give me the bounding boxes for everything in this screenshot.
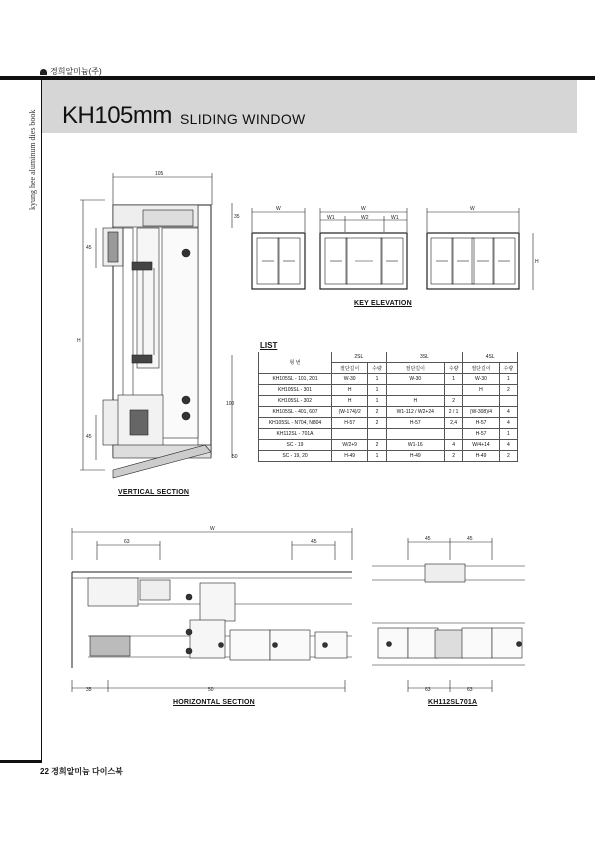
cell: 1: [368, 451, 386, 462]
col-len: 절단길이: [463, 363, 499, 374]
cell: SC - 19, 20: [259, 451, 332, 462]
kh-dim-63b: 63: [467, 687, 473, 693]
book-title: 경희알미늄 다이스북: [51, 767, 123, 776]
cell: 1: [444, 374, 462, 385]
cell: 1: [499, 429, 517, 440]
cell: (W-174)/2: [332, 407, 368, 418]
cell: H-57: [332, 418, 368, 429]
page-number: 22: [40, 767, 49, 776]
hs-dim-45: 45: [311, 539, 317, 545]
cell: 2 / 1: [444, 407, 462, 418]
footer: [40, 766, 123, 777]
cell: W1-112 / W2+24: [386, 407, 444, 418]
cell: H: [463, 385, 499, 396]
cell: 1: [368, 374, 386, 385]
hs-dim-35: 35: [86, 687, 92, 693]
cell: KH105SL - 401, 607: [259, 407, 332, 418]
cell: 2: [368, 440, 386, 451]
cell: 4: [499, 407, 517, 418]
cell: H: [332, 396, 368, 407]
vs-dim-50: 50: [232, 454, 238, 460]
cell: 2: [368, 418, 386, 429]
col-type: 형 번: [259, 352, 332, 374]
key-elevation-caption: KEY ELEVATION: [354, 300, 412, 307]
ke-dim-w2: W2: [361, 215, 369, 221]
cell: W/2+9: [332, 440, 368, 451]
cell: H-49: [332, 451, 368, 462]
ke-dim-w1b: W1: [391, 215, 399, 221]
cell: 2: [368, 407, 386, 418]
hs-dim-w: W: [210, 526, 215, 532]
cell: W/4+14: [463, 440, 499, 451]
kh-dim-45b: 45: [467, 536, 473, 542]
cell: KH105SL - 101, 201: [259, 374, 332, 385]
footer-rule: [0, 760, 42, 763]
side-text: kyung hee aluminum dies book: [28, 109, 37, 210]
group-3sl: 3SL: [386, 352, 463, 363]
cell: 2: [499, 385, 517, 396]
vs-dim-35: 35: [234, 214, 240, 220]
cell: 2,4: [444, 418, 462, 429]
page-title: KH105mm: [62, 102, 172, 129]
col-len: 절단길이: [332, 363, 368, 374]
cell: KH105SL - 301: [259, 385, 332, 396]
cell: 1: [499, 374, 517, 385]
col-qty: 수량: [499, 363, 517, 374]
brand-name: 경희알미늄(주): [50, 67, 102, 76]
kh-dim-63a: 63: [425, 687, 431, 693]
cell: 1: [368, 385, 386, 396]
cell: H: [332, 385, 368, 396]
cell: 2: [444, 396, 462, 407]
cell: H-49: [463, 451, 499, 462]
cell: W1-16: [386, 440, 444, 451]
ke-dim-w1a: W1: [327, 215, 335, 221]
cell: 4: [444, 440, 462, 451]
list-title: LIST: [260, 341, 278, 350]
vs-dim-105: 105: [155, 171, 164, 177]
cell: KH112SL - 701A: [259, 429, 332, 440]
ke-dim-w-2sl: W: [276, 206, 281, 212]
vs-dim-45b: 45: [86, 434, 92, 440]
cell: W-30: [463, 374, 499, 385]
cell: 4: [499, 440, 517, 451]
vertical-section-caption: VERTICAL SECTION: [118, 489, 190, 496]
cell: (W-308)/4: [463, 407, 499, 418]
vs-dim-100: 100: [226, 401, 235, 407]
horizontal-section-caption: HORIZONTAL SECTION: [173, 699, 255, 706]
cell: KH105SL - 302: [259, 396, 332, 407]
ke-dim-w-3sl: W: [361, 206, 366, 212]
cell: KH105SL - N704, N804: [259, 418, 332, 429]
cell: H-49: [386, 451, 444, 462]
ke-dim-h: H: [535, 259, 539, 265]
cell: H-57: [386, 418, 444, 429]
kh112-caption: KH112SL701A: [428, 699, 478, 706]
cell: 1: [368, 396, 386, 407]
col-qty: 수량: [444, 363, 462, 374]
cell: W-30: [332, 374, 368, 385]
hs-dim-63: 63: [124, 539, 130, 545]
group-2sl: 2SL: [332, 352, 387, 363]
cell: 2: [444, 451, 462, 462]
vs-dim-h: H: [77, 338, 81, 344]
cell: 4: [499, 418, 517, 429]
cell: H-57: [463, 429, 499, 440]
cell: W-30: [386, 374, 444, 385]
col-len: 절단길이: [386, 363, 444, 374]
col-qty: 수량: [368, 363, 386, 374]
cell: H: [386, 396, 444, 407]
hs-dim-50: 50: [208, 687, 214, 693]
group-4sl: 4SL: [463, 352, 518, 363]
ke-dim-w-4sl: W: [470, 206, 475, 212]
cell: 2: [499, 451, 517, 462]
cell: SC - 19: [259, 440, 332, 451]
page-subtitle: SLIDING WINDOW: [180, 111, 306, 127]
kh-dim-45a: 45: [425, 536, 431, 542]
cell: H-57: [463, 418, 499, 429]
vs-dim-45a: 45: [86, 245, 92, 251]
